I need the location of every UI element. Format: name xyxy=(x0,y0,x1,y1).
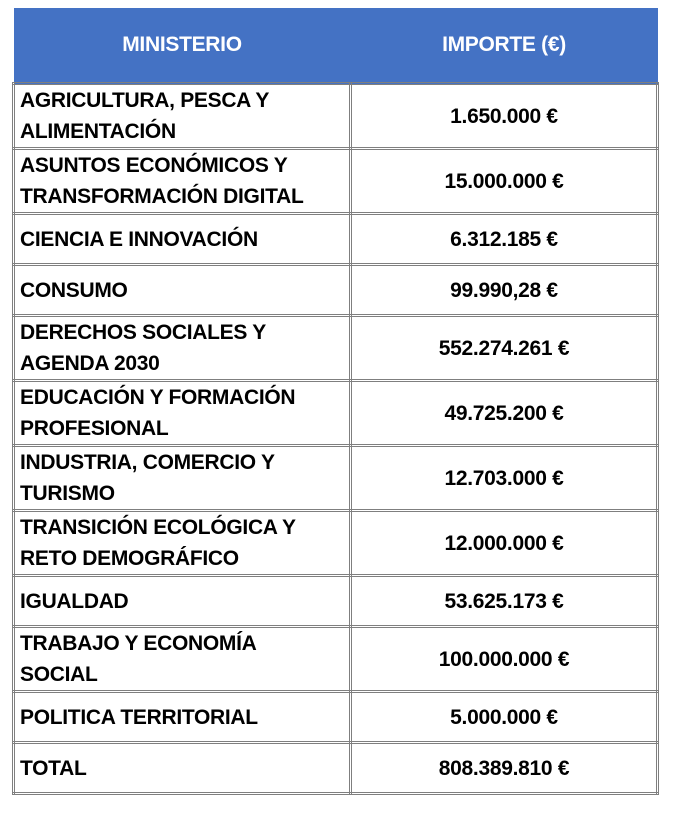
ministerio-line: SOCIAL xyxy=(20,663,98,686)
table-row xyxy=(14,84,658,149)
ministerio-cell xyxy=(14,265,351,316)
ministerio-cell xyxy=(14,692,351,743)
ministerio-line: DERECHOS SOCIALES Y xyxy=(20,321,266,344)
table-row xyxy=(14,316,658,381)
importe-cell: 49.725.200 € xyxy=(351,381,658,446)
ministerio-cell xyxy=(14,627,351,692)
ministerio-cell xyxy=(14,84,351,149)
ministerio-line: TURISMO xyxy=(20,482,115,505)
table-row xyxy=(14,627,658,692)
total-label-cell: TOTAL xyxy=(14,743,351,794)
ministerio-line: INDUSTRIA, COMERCIO Y xyxy=(20,451,275,474)
importe-cell: 12.000.000 € xyxy=(351,511,658,576)
ministerio-line: POLITICA TERRITORIAL xyxy=(20,705,258,729)
ministerio-line: TRANSFORMACIÓN DIGITAL xyxy=(20,185,304,208)
importe-cell: 53.625.173 € xyxy=(351,576,658,627)
table-row xyxy=(14,381,658,446)
table-row xyxy=(14,576,658,627)
ministerio-line: TRABAJO Y ECONOMÍA xyxy=(20,632,257,655)
importe-cell: 12.703.000 € xyxy=(351,446,658,511)
ministerio-cell xyxy=(14,576,351,627)
ministerio-line: AGENDA 2030 xyxy=(20,352,160,375)
importe-cell: 15.000.000 € xyxy=(351,149,658,214)
ministerio-line: IGUALDAD xyxy=(20,589,129,613)
total-row xyxy=(14,743,658,794)
importe-cell: 552.274.261 € xyxy=(351,316,658,381)
table-header-row xyxy=(14,8,658,84)
ministerio-cell xyxy=(14,446,351,511)
ministerio-cell xyxy=(14,511,351,576)
table-row xyxy=(14,265,658,316)
importe-cell: 5.000.000 € xyxy=(351,692,658,743)
table-row xyxy=(14,214,658,265)
ministerio-line: AGRICULTURA, PESCA Y xyxy=(20,89,270,112)
table-row xyxy=(14,511,658,576)
table-row xyxy=(14,692,658,743)
ministerio-line: TRANSICIÓN ECOLÓGICA Y xyxy=(20,516,296,539)
table-row xyxy=(14,446,658,511)
importe-cell: 99.990,28 € xyxy=(351,265,658,316)
ministerio-cell xyxy=(14,381,351,446)
ministerio-cell xyxy=(14,316,351,381)
ministerio-line: ASUNTOS ECONÓMICOS Y xyxy=(20,154,288,177)
budget-table-container xyxy=(12,8,656,795)
importe-cell: 6.312.185 € xyxy=(351,214,658,265)
ministerio-line: ALIMENTACIÓN xyxy=(20,120,176,143)
ministerio-cell xyxy=(14,214,351,265)
importe-cell: 100.000.000 € xyxy=(351,627,658,692)
table-row xyxy=(14,149,658,214)
ministerio-line: CIENCIA E INNOVACIÓN xyxy=(20,227,258,251)
ministerio-cell xyxy=(14,149,351,214)
importe-cell: 1.650.000 € xyxy=(351,84,658,149)
header-importe: IMPORTE (€) xyxy=(351,8,658,84)
total-importe-cell: 808.389.810 € xyxy=(351,743,658,794)
header-ministerio: MINISTERIO xyxy=(14,8,351,84)
ministerio-line: EDUCACIÓN Y FORMACIÓN xyxy=(20,386,296,409)
ministerio-line: CONSUMO xyxy=(20,278,128,302)
ministerio-line: RETO DEMOGRÁFICO xyxy=(20,547,239,570)
budget-table xyxy=(12,8,659,795)
ministerio-line: PROFESIONAL xyxy=(20,417,169,440)
